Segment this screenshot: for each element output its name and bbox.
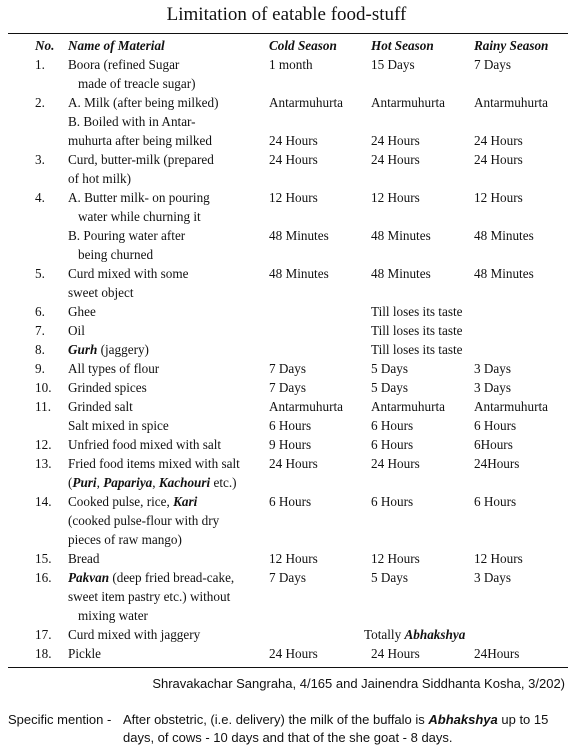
row-name: A. Butter milk- on pouring bbox=[68, 190, 210, 205]
row-hot: 48 Minutes bbox=[371, 266, 431, 281]
row-name: being churned bbox=[78, 247, 154, 262]
punct: etc.) bbox=[210, 475, 237, 490]
row-name-rest: (jaggery) bbox=[97, 342, 149, 357]
row-hot: 12 Hours bbox=[371, 551, 420, 566]
row-name: A. Milk (after being milked) bbox=[68, 95, 219, 110]
row-no: 11. bbox=[35, 399, 51, 414]
row-hot: 24 Hours bbox=[371, 456, 420, 471]
row-hot: 48 Minutes bbox=[371, 228, 431, 243]
row-name-bold: Kari bbox=[173, 494, 198, 509]
row-rainy: Antarmuhurta bbox=[474, 399, 548, 414]
row-name: sweet item pastry etc.) without bbox=[68, 589, 231, 604]
row-no: 18. bbox=[35, 646, 52, 661]
row-hot: 24 Hours bbox=[371, 133, 420, 148]
food-name-bold: Papariya bbox=[103, 475, 153, 490]
row-name bbox=[68, 492, 197, 511]
specific-mention-text bbox=[123, 711, 568, 747]
row-rainy: 48 Minutes bbox=[474, 266, 534, 281]
row-name: Unfried food mixed with salt bbox=[68, 437, 222, 452]
row-cold: 48 Minutes bbox=[269, 266, 329, 281]
row-rainy: 7 Days bbox=[474, 57, 511, 72]
row-cold: 24 Hours bbox=[269, 646, 318, 661]
row-name-text: Cooked pulse, rice, bbox=[68, 494, 174, 509]
row-name: Bread bbox=[68, 551, 100, 566]
row-name: of hot milk) bbox=[68, 171, 132, 186]
punct: , bbox=[152, 475, 159, 490]
row-no: 16. bbox=[35, 570, 52, 585]
row-rainy: 3 Days bbox=[474, 570, 511, 585]
row-no: 4. bbox=[35, 190, 45, 205]
row-name: Curd mixed with some bbox=[68, 266, 189, 281]
row-no: 5. bbox=[35, 266, 45, 281]
row-no: 13. bbox=[35, 456, 52, 471]
row-rainy: 24 Hours bbox=[474, 152, 523, 167]
row-name: muhurta after being milked bbox=[68, 133, 212, 148]
table-bottom-rule bbox=[8, 667, 568, 668]
row-rainy: 6 Hours bbox=[474, 494, 517, 509]
row-hot: 15 Days bbox=[371, 57, 415, 72]
specific-text-bold: Abhakshya bbox=[428, 712, 498, 727]
row-name bbox=[68, 340, 149, 359]
header-hot: Hot Season bbox=[371, 38, 434, 53]
row-no: 8. bbox=[35, 342, 45, 357]
row-name-bold: Pakvan bbox=[68, 570, 110, 585]
row-no: 7. bbox=[35, 323, 45, 338]
row-hot: 24 Hours bbox=[371, 646, 420, 661]
row-name-rest: (deep fried bread-cake, bbox=[109, 570, 235, 585]
row-name: B. Boiled with in Antar- bbox=[68, 114, 196, 129]
specific-mention-label: Specific mention - bbox=[8, 712, 112, 727]
row-no: 15. bbox=[35, 551, 52, 566]
row-name bbox=[68, 568, 234, 587]
row-name: sweet object bbox=[68, 285, 134, 300]
row-rainy: 6 Hours bbox=[474, 418, 517, 433]
row-name: Fried food items mixed with salt bbox=[68, 456, 240, 471]
row-cold: 7 Days bbox=[269, 570, 306, 585]
specific-text-2: up to 15 days, of cows - 10 days and that of the she goat - 8 days. bbox=[123, 712, 549, 745]
row-hot: 5 Days bbox=[371, 570, 408, 585]
row-rainy: 24Hours bbox=[474, 456, 520, 471]
row-hot bbox=[364, 625, 465, 644]
row-rainy: 3 Days bbox=[474, 361, 511, 376]
row-name: (cooked pulse-flour with dry bbox=[68, 513, 220, 528]
row-hot: 5 Days bbox=[371, 380, 408, 395]
row-cold: 6 Hours bbox=[269, 494, 312, 509]
header-cold: Cold Season bbox=[269, 38, 337, 53]
row-cold: 24 Hours bbox=[269, 152, 318, 167]
row-no: 6. bbox=[35, 304, 45, 319]
table-top-rule bbox=[8, 33, 568, 34]
row-cold: 6 Hours bbox=[269, 418, 312, 433]
row-rainy: 24 Hours bbox=[474, 133, 523, 148]
row-name: made of treacle sugar) bbox=[78, 76, 196, 91]
row-name: Ghee bbox=[68, 304, 96, 319]
row-cold: Antarmuhurta bbox=[269, 95, 343, 110]
row-name: water while churning it bbox=[78, 209, 201, 224]
food-name-bold: Puri bbox=[72, 475, 97, 490]
row-cold: 7 Days bbox=[269, 380, 306, 395]
row-name: Pickle bbox=[68, 646, 101, 661]
row-name: B. Pouring water after bbox=[68, 228, 186, 243]
row-no: 3. bbox=[35, 152, 45, 167]
row-hot: 24 Hours bbox=[371, 152, 420, 167]
row-cold: 9 Hours bbox=[269, 437, 312, 452]
row-cold: 1 month bbox=[269, 57, 313, 72]
row-no: 10. bbox=[35, 380, 52, 395]
row-name: All types of flour bbox=[68, 361, 160, 376]
row-rainy: 12 Hours bbox=[474, 551, 523, 566]
row-cold: 12 Hours bbox=[269, 190, 318, 205]
row-name: Grinded salt bbox=[68, 399, 133, 414]
row-no: 1. bbox=[35, 57, 45, 72]
row-name bbox=[68, 473, 237, 492]
row-cold: 48 Minutes bbox=[269, 228, 329, 243]
header-no: No. bbox=[35, 38, 55, 53]
row-name: Grinded spices bbox=[68, 380, 147, 395]
row-rainy: 24Hours bbox=[474, 646, 520, 661]
row-no: 12. bbox=[35, 437, 52, 452]
row-rainy: Antarmuhurta bbox=[474, 95, 548, 110]
row-rainy: 12 Hours bbox=[474, 190, 523, 205]
row-hot: Antarmuhurta bbox=[371, 399, 445, 414]
row-cold: 24 Hours bbox=[269, 133, 318, 148]
row-name: Oil bbox=[68, 323, 85, 338]
row-name: pieces of raw mango) bbox=[68, 532, 182, 547]
row-hot-bold: Abhakshya bbox=[404, 627, 466, 642]
food-name-bold: Kachouri bbox=[158, 475, 211, 490]
row-name: mixing water bbox=[78, 608, 148, 623]
specific-text-1: After obstetric, (i.e. delivery) the milk of the buffalo is bbox=[123, 712, 429, 727]
row-hot: 6 Hours bbox=[371, 437, 414, 452]
row-name: Curd mixed with jaggery bbox=[68, 627, 201, 642]
row-hot: 6 Hours bbox=[371, 494, 414, 509]
punct: , bbox=[96, 475, 104, 490]
row-hot: Antarmuhurta bbox=[371, 95, 445, 110]
row-rainy: 48 Minutes bbox=[474, 228, 534, 243]
row-name: Salt mixed in spice bbox=[68, 418, 169, 433]
row-cold: Antarmuhurta bbox=[269, 399, 343, 414]
source-citation: Shravakachar Sangraha, 4/165 and Jainendra Siddhanta Kosha, 3/202) bbox=[152, 676, 565, 691]
row-name: Boora (refined Sugar bbox=[68, 57, 180, 72]
row-hot: Till loses its taste bbox=[371, 323, 463, 338]
row-hot-text: Totally bbox=[364, 627, 405, 642]
row-rainy: 6Hours bbox=[474, 437, 513, 452]
row-hot: 5 Days bbox=[371, 361, 408, 376]
punct: ( bbox=[68, 475, 73, 490]
row-cold: 7 Days bbox=[269, 361, 306, 376]
row-name-bold: Gurh bbox=[68, 342, 98, 357]
row-cold: 24 Hours bbox=[269, 456, 318, 471]
row-name: Curd, butter-milk (prepared bbox=[68, 152, 214, 167]
row-rainy: 3 Days bbox=[474, 380, 511, 395]
row-no: 2. bbox=[35, 95, 45, 110]
row-no: 14. bbox=[35, 494, 52, 509]
row-hot: Till loses its taste bbox=[371, 304, 463, 319]
header-rainy: Rainy Season bbox=[474, 38, 549, 53]
row-hot: 12 Hours bbox=[371, 190, 420, 205]
row-no: 9. bbox=[35, 361, 45, 376]
row-no: 17. bbox=[35, 627, 52, 642]
header-name: Name of Material bbox=[68, 38, 165, 53]
row-hot: 6 Hours bbox=[371, 418, 414, 433]
row-cold: 12 Hours bbox=[269, 551, 318, 566]
row-hot: Till loses its taste bbox=[371, 342, 463, 357]
page-title: Limitation of eatable food-stuff bbox=[166, 4, 407, 25]
